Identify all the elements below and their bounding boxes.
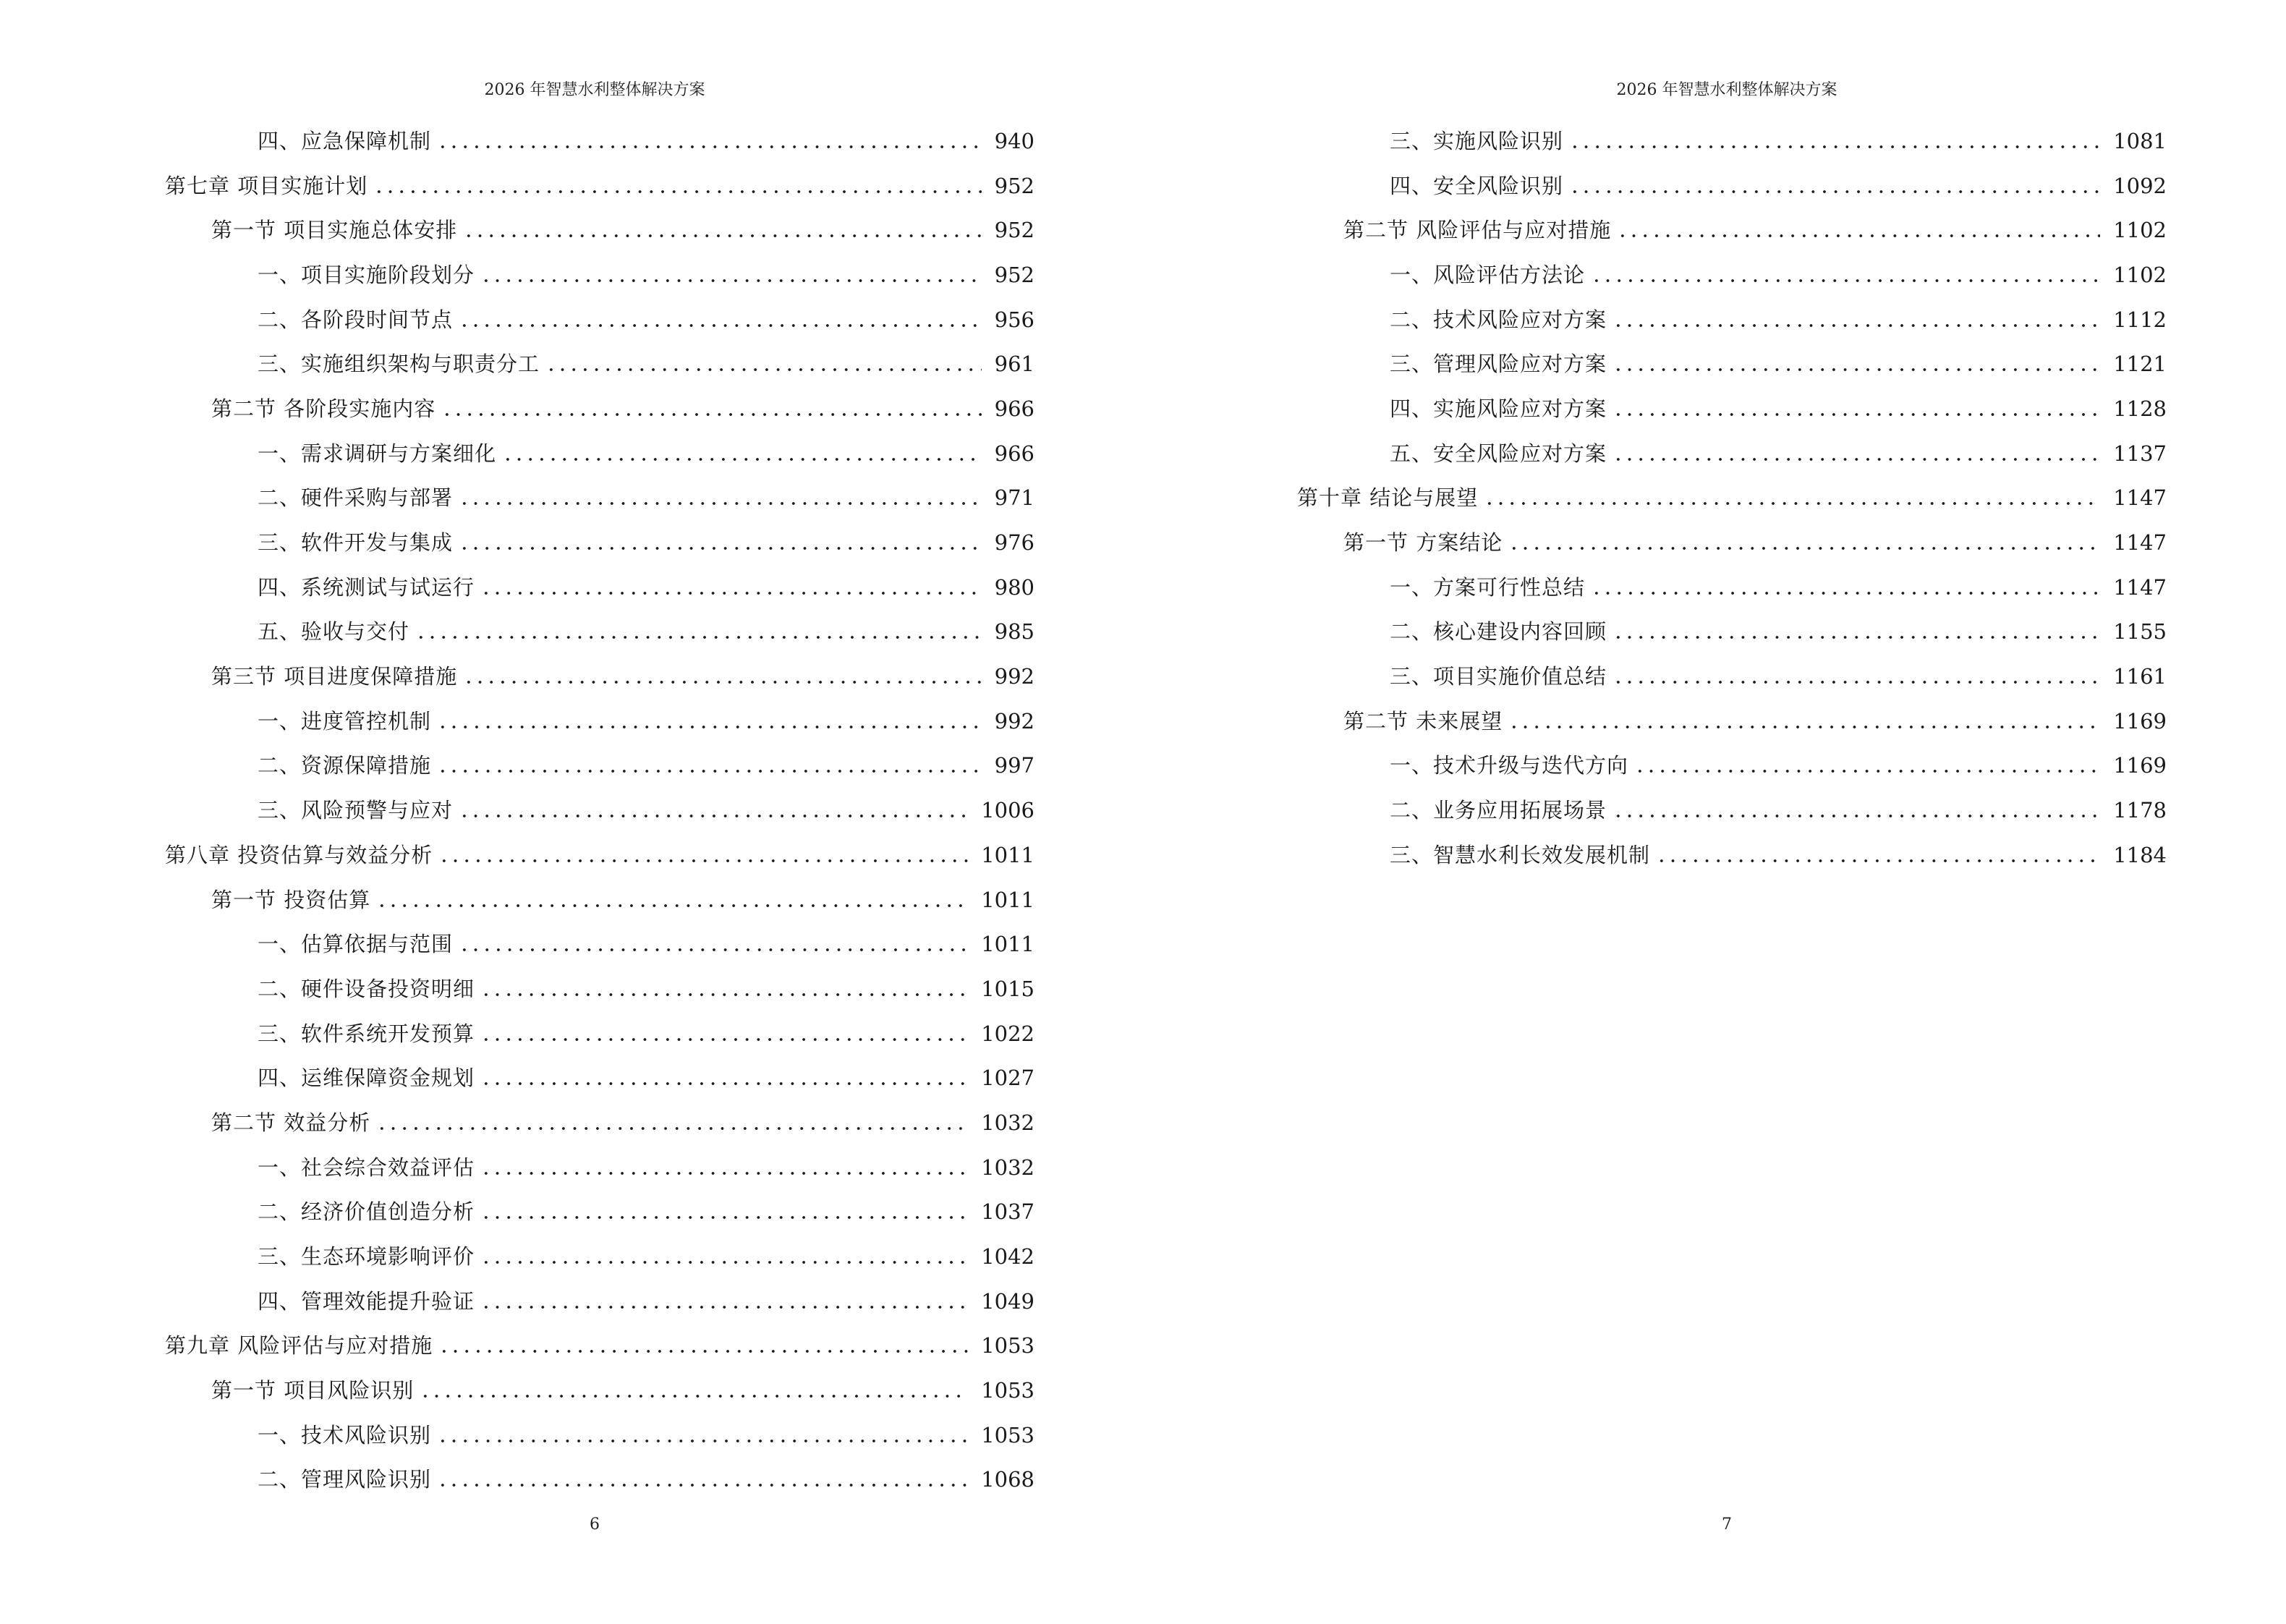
toc-entry-title: 五、安全风险应对方案 bbox=[1390, 441, 1607, 466]
dot-leader bbox=[376, 1109, 968, 1136]
toc-entry-page-number: 940 bbox=[994, 128, 1034, 153]
dot-leader bbox=[438, 1332, 968, 1359]
toc-entry-page-number: 1169 bbox=[2113, 753, 2167, 778]
toc-entry-title: 四、实施风险应对方案 bbox=[1390, 396, 1607, 421]
toc-entry-subsection[interactable] bbox=[165, 1055, 1034, 1100]
running-header: 2026 年智慧水利整体解决方案 bbox=[484, 81, 705, 99]
toc-entry-page-number: 1161 bbox=[2113, 664, 2167, 689]
toc-entry-page-number: 992 bbox=[994, 664, 1034, 689]
dot-leader bbox=[463, 216, 981, 244]
dot-leader bbox=[1634, 752, 2100, 779]
toc-entry-chapter[interactable] bbox=[165, 833, 1034, 877]
toc-entry-section[interactable] bbox=[165, 208, 1034, 252]
toc-entry-title: 一、需求调研与方案细化 bbox=[258, 441, 497, 466]
toc-entry-title: 四、管理效能提升验证 bbox=[258, 1288, 475, 1314]
dot-leader bbox=[437, 752, 982, 779]
dot-leader bbox=[545, 350, 982, 378]
document-page-right bbox=[1132, 0, 2275, 1624]
toc-entry-page-number: 1015 bbox=[981, 976, 1034, 1001]
dot-leader bbox=[1612, 306, 2100, 333]
toc-entry-subsection[interactable] bbox=[165, 1190, 1034, 1235]
toc-entry-title: 二、硬件设备投资明细 bbox=[258, 976, 475, 1001]
toc-entry-page-number: 1169 bbox=[2113, 708, 2167, 734]
toc-entry-page-number: 1081 bbox=[2113, 128, 2167, 153]
toc-entry-page-number: 976 bbox=[994, 530, 1034, 556]
dot-leader bbox=[459, 484, 982, 511]
toc-entry-subsection[interactable] bbox=[165, 431, 1034, 476]
toc-entry-subsection[interactable] bbox=[165, 1279, 1034, 1324]
toc-entry-page-number: 1032 bbox=[981, 1155, 1034, 1180]
toc-entry-page-number: 1184 bbox=[2113, 842, 2167, 867]
dot-leader bbox=[1569, 127, 2100, 155]
toc-entry-page-number: 966 bbox=[994, 441, 1034, 466]
dot-leader bbox=[1591, 574, 2100, 601]
toc-entry-section[interactable] bbox=[165, 654, 1034, 699]
toc-entry-section[interactable] bbox=[1297, 208, 2167, 252]
toc-entry-subsection[interactable] bbox=[1297, 565, 2167, 610]
toc-entry-page-number: 1037 bbox=[981, 1199, 1034, 1225]
toc-entry-title: 第二节 效益分析 bbox=[211, 1110, 371, 1135]
dot-leader bbox=[441, 395, 981, 422]
toc-entry-title: 第一节 投资估算 bbox=[211, 887, 371, 912]
toc-entry-page-number: 1147 bbox=[2113, 485, 2167, 511]
toc-entry-subsection[interactable] bbox=[165, 119, 1034, 163]
page-number: 7 bbox=[1722, 1515, 1732, 1534]
toc-entry-subsection[interactable] bbox=[1297, 163, 2167, 208]
toc-entry-title: 第七章 项目实施计划 bbox=[165, 173, 368, 198]
toc-entry-subsection[interactable] bbox=[1297, 788, 2167, 833]
toc-entry-title: 第三节 项目进度保障措施 bbox=[211, 664, 458, 689]
dot-leader bbox=[420, 1377, 968, 1404]
toc-entry-page-number: 952 bbox=[994, 262, 1034, 287]
dot-leader bbox=[438, 841, 968, 869]
toc-entry-page-number: 985 bbox=[994, 619, 1034, 645]
toc-entry-title: 第一节 方案结论 bbox=[1343, 530, 1503, 556]
toc-entry-title: 四、安全风险识别 bbox=[1390, 173, 1564, 198]
toc-entry-title: 二、各阶段时间节点 bbox=[258, 307, 454, 332]
toc-entry-chapter[interactable] bbox=[165, 1324, 1034, 1369]
toc-entry-title: 四、系统测试与试运行 bbox=[258, 574, 475, 600]
toc-entry-title: 三、实施风险识别 bbox=[1390, 128, 1564, 153]
dot-leader bbox=[1508, 707, 2100, 735]
toc-entry-subsection[interactable] bbox=[165, 520, 1034, 565]
toc-entry-subsection[interactable] bbox=[165, 341, 1034, 386]
toc-entry-title: 三、实施组织架构与职责分工 bbox=[258, 352, 540, 377]
toc-entry-title: 第八章 投资估算与效益分析 bbox=[165, 842, 433, 867]
toc-entry-subsection[interactable] bbox=[1297, 119, 2167, 163]
toc-entry-subsection[interactable] bbox=[165, 297, 1034, 342]
toc-entry-page-number: 1053 bbox=[981, 1422, 1034, 1447]
toc-entry-page-number: 1155 bbox=[2113, 619, 2167, 645]
dot-leader bbox=[1612, 796, 2100, 824]
toc-entry-title: 二、管理风险识别 bbox=[258, 1467, 432, 1492]
toc-entry-page-number: 1147 bbox=[2113, 574, 2167, 600]
toc-entry-title: 第二节 各阶段实施内容 bbox=[211, 396, 436, 421]
dot-leader bbox=[459, 930, 968, 958]
toc-entry-page-number: 1011 bbox=[981, 842, 1034, 867]
toc-entry-title: 第一节 项目实施总体安排 bbox=[211, 218, 458, 243]
toc-entry-title: 五、验收与交付 bbox=[258, 619, 410, 645]
toc-entry-subsection[interactable] bbox=[165, 922, 1034, 966]
dot-leader bbox=[463, 663, 981, 690]
toc-entry-subsection[interactable] bbox=[1297, 252, 2167, 297]
dot-leader bbox=[480, 975, 968, 1003]
toc-entry-subsection[interactable] bbox=[165, 1413, 1034, 1458]
toc-entry-title: 三、智慧水利长效发展机制 bbox=[1390, 842, 1651, 867]
toc-entry-section[interactable] bbox=[1297, 699, 2167, 744]
dot-leader bbox=[480, 1288, 968, 1315]
dot-leader bbox=[1591, 261, 2100, 289]
toc-entry-subsection[interactable] bbox=[1297, 833, 2167, 877]
dot-leader bbox=[437, 1421, 968, 1449]
toc-entry-title: 一、技术风险识别 bbox=[258, 1422, 432, 1447]
toc-entry-title: 二、业务应用拓展场景 bbox=[1390, 798, 1607, 823]
toc-entry-page-number: 980 bbox=[994, 574, 1034, 600]
toc-entry-section[interactable] bbox=[165, 877, 1034, 922]
dot-leader bbox=[1612, 350, 2100, 378]
toc-entry-subsection[interactable] bbox=[1297, 341, 2167, 386]
toc-entry-subsection[interactable] bbox=[1297, 610, 2167, 655]
dot-leader bbox=[1612, 395, 2100, 422]
dot-leader bbox=[437, 707, 982, 735]
toc-entry-title: 二、经济价值创造分析 bbox=[258, 1199, 475, 1225]
dot-leader bbox=[1612, 440, 2100, 467]
dot-leader bbox=[1612, 663, 2100, 690]
toc-entry-page-number: 966 bbox=[994, 396, 1034, 421]
toc-entry-title: 第十章 结论与展望 bbox=[1297, 485, 1479, 511]
toc-entry-subsection[interactable] bbox=[165, 744, 1034, 788]
toc-entry-title: 一、社会综合效益评估 bbox=[258, 1155, 475, 1180]
toc-entry-section[interactable] bbox=[1297, 520, 2167, 565]
toc-entry-subsection[interactable] bbox=[165, 565, 1034, 610]
toc-entry-title: 第一节 项目风险识别 bbox=[211, 1378, 415, 1403]
dot-leader bbox=[480, 261, 982, 289]
toc-entry-title: 三、管理风险应对方案 bbox=[1390, 352, 1607, 377]
toc-entry-page-number: 992 bbox=[994, 708, 1034, 734]
dot-leader bbox=[480, 1020, 968, 1047]
toc-entry-title: 一、技术升级与迭代方向 bbox=[1390, 753, 1629, 778]
toc-entry-page-number: 1147 bbox=[2113, 530, 2167, 556]
toc-entry-page-number: 1121 bbox=[2113, 352, 2167, 377]
table-of-contents bbox=[165, 119, 1034, 1502]
toc-entry-subsection[interactable] bbox=[165, 1011, 1034, 1056]
toc-entry-page-number: 1178 bbox=[2113, 798, 2167, 823]
dot-leader bbox=[373, 172, 981, 200]
toc-entry-chapter[interactable] bbox=[1297, 476, 2167, 521]
toc-entry-chapter[interactable] bbox=[165, 163, 1034, 208]
toc-entry-section[interactable] bbox=[165, 1100, 1034, 1145]
toc-entry-section[interactable] bbox=[165, 386, 1034, 431]
toc-entry-title: 三、软件开发与集成 bbox=[258, 530, 454, 556]
toc-entry-subsection[interactable] bbox=[165, 252, 1034, 297]
toc-entry-title: 二、技术风险应对方案 bbox=[1390, 307, 1607, 332]
toc-entry-subsection[interactable] bbox=[165, 476, 1034, 521]
page-number: 6 bbox=[590, 1515, 600, 1534]
toc-entry-subsection[interactable] bbox=[1297, 744, 2167, 788]
dot-leader bbox=[437, 127, 982, 155]
toc-entry-page-number: 1011 bbox=[981, 932, 1034, 957]
toc-entry-title: 二、硬件采购与部署 bbox=[258, 485, 454, 511]
toc-entry-page-number: 956 bbox=[994, 307, 1034, 332]
running-header: 2026 年智慧水利整体解决方案 bbox=[1616, 81, 1837, 99]
toc-entry-subsection[interactable] bbox=[165, 1458, 1034, 1502]
toc-entry-page-number: 961 bbox=[994, 352, 1034, 377]
toc-entry-page-number: 997 bbox=[994, 753, 1034, 778]
toc-entry-title: 一、风险评估方法论 bbox=[1390, 262, 1586, 287]
toc-entry-title: 第二节 风险评估与应对措施 bbox=[1343, 218, 1612, 243]
toc-entry-title: 三、项目实施价值总结 bbox=[1390, 664, 1607, 689]
toc-entry-page-number: 1137 bbox=[2113, 441, 2167, 466]
dot-leader bbox=[1508, 529, 2100, 556]
toc-entry-subsection[interactable] bbox=[165, 966, 1034, 1011]
toc-entry-page-number: 1053 bbox=[981, 1378, 1034, 1403]
toc-entry-subsection[interactable] bbox=[1297, 654, 2167, 699]
toc-entry-page-number: 1053 bbox=[981, 1333, 1034, 1359]
toc-entry-page-number: 1068 bbox=[981, 1467, 1034, 1492]
toc-entry-title: 四、运维保障资金规划 bbox=[258, 1066, 475, 1091]
toc-entry-page-number: 1011 bbox=[981, 887, 1034, 912]
dot-leader bbox=[1617, 216, 2100, 244]
dot-leader bbox=[459, 796, 968, 824]
toc-entry-page-number: 1006 bbox=[981, 798, 1034, 823]
dot-leader bbox=[480, 1198, 968, 1225]
toc-entry-subsection[interactable] bbox=[1297, 297, 2167, 342]
toc-entry-subsection[interactable] bbox=[1297, 386, 2167, 431]
toc-entry-title: 第二节 未来展望 bbox=[1343, 708, 1503, 734]
toc-entry-page-number: 1042 bbox=[981, 1244, 1034, 1270]
toc-entry-title: 二、核心建设内容回顾 bbox=[1390, 619, 1607, 645]
toc-entry-section[interactable] bbox=[165, 1368, 1034, 1413]
toc-entry-page-number: 1022 bbox=[981, 1021, 1034, 1046]
toc-entry-title: 一、进度管控机制 bbox=[258, 708, 432, 734]
dot-leader bbox=[459, 529, 982, 556]
dot-leader bbox=[459, 306, 982, 333]
dot-leader bbox=[480, 574, 982, 601]
dot-leader bbox=[1569, 172, 2100, 200]
toc-entry-page-number: 1102 bbox=[2113, 262, 2167, 287]
toc-entry-subsection[interactable] bbox=[165, 699, 1034, 744]
toc-entry-page-number: 1128 bbox=[2113, 396, 2167, 421]
toc-entry-title: 第九章 风险评估与应对措施 bbox=[165, 1333, 433, 1359]
toc-entry-subsection[interactable] bbox=[165, 788, 1034, 833]
toc-entry-page-number: 971 bbox=[994, 485, 1034, 511]
dot-leader bbox=[437, 1466, 968, 1493]
toc-entry-title: 一、项目实施阶段划分 bbox=[258, 262, 475, 287]
dot-leader bbox=[502, 440, 982, 467]
toc-entry-title: 四、应急保障机制 bbox=[258, 128, 432, 153]
toc-entry-page-number: 1102 bbox=[2113, 218, 2167, 243]
table-of-contents bbox=[1297, 119, 2167, 877]
dot-leader bbox=[376, 886, 968, 914]
toc-entry-title: 二、资源保障措施 bbox=[258, 753, 432, 778]
dot-leader bbox=[1612, 618, 2100, 645]
dot-leader bbox=[1656, 841, 2100, 869]
toc-entry-subsection[interactable] bbox=[165, 1145, 1034, 1190]
toc-entry-page-number: 1027 bbox=[981, 1066, 1034, 1091]
toc-entry-title: 三、软件系统开发预算 bbox=[258, 1021, 475, 1046]
toc-entry-page-number: 1032 bbox=[981, 1110, 1034, 1135]
toc-entry-page-number: 952 bbox=[994, 173, 1034, 198]
dot-leader bbox=[480, 1154, 968, 1181]
toc-entry-subsection[interactable] bbox=[165, 610, 1034, 655]
dot-leader bbox=[415, 618, 982, 645]
toc-entry-page-number: 1092 bbox=[2113, 173, 2167, 198]
toc-entry-title: 一、方案可行性总结 bbox=[1390, 574, 1586, 600]
dot-leader bbox=[480, 1064, 968, 1092]
toc-entry-subsection[interactable] bbox=[1297, 431, 2167, 476]
toc-entry-title: 一、估算依据与范围 bbox=[258, 932, 454, 957]
dot-leader bbox=[480, 1243, 968, 1270]
toc-entry-title: 三、生态环境影响评价 bbox=[258, 1244, 475, 1270]
dot-leader bbox=[1484, 484, 2100, 511]
toc-entry-subsection[interactable] bbox=[165, 1234, 1034, 1279]
toc-entry-title: 三、风险预警与应对 bbox=[258, 798, 454, 823]
toc-entry-page-number: 952 bbox=[994, 218, 1034, 243]
toc-entry-page-number: 1112 bbox=[2113, 307, 2167, 332]
toc-entry-page-number: 1049 bbox=[981, 1288, 1034, 1314]
